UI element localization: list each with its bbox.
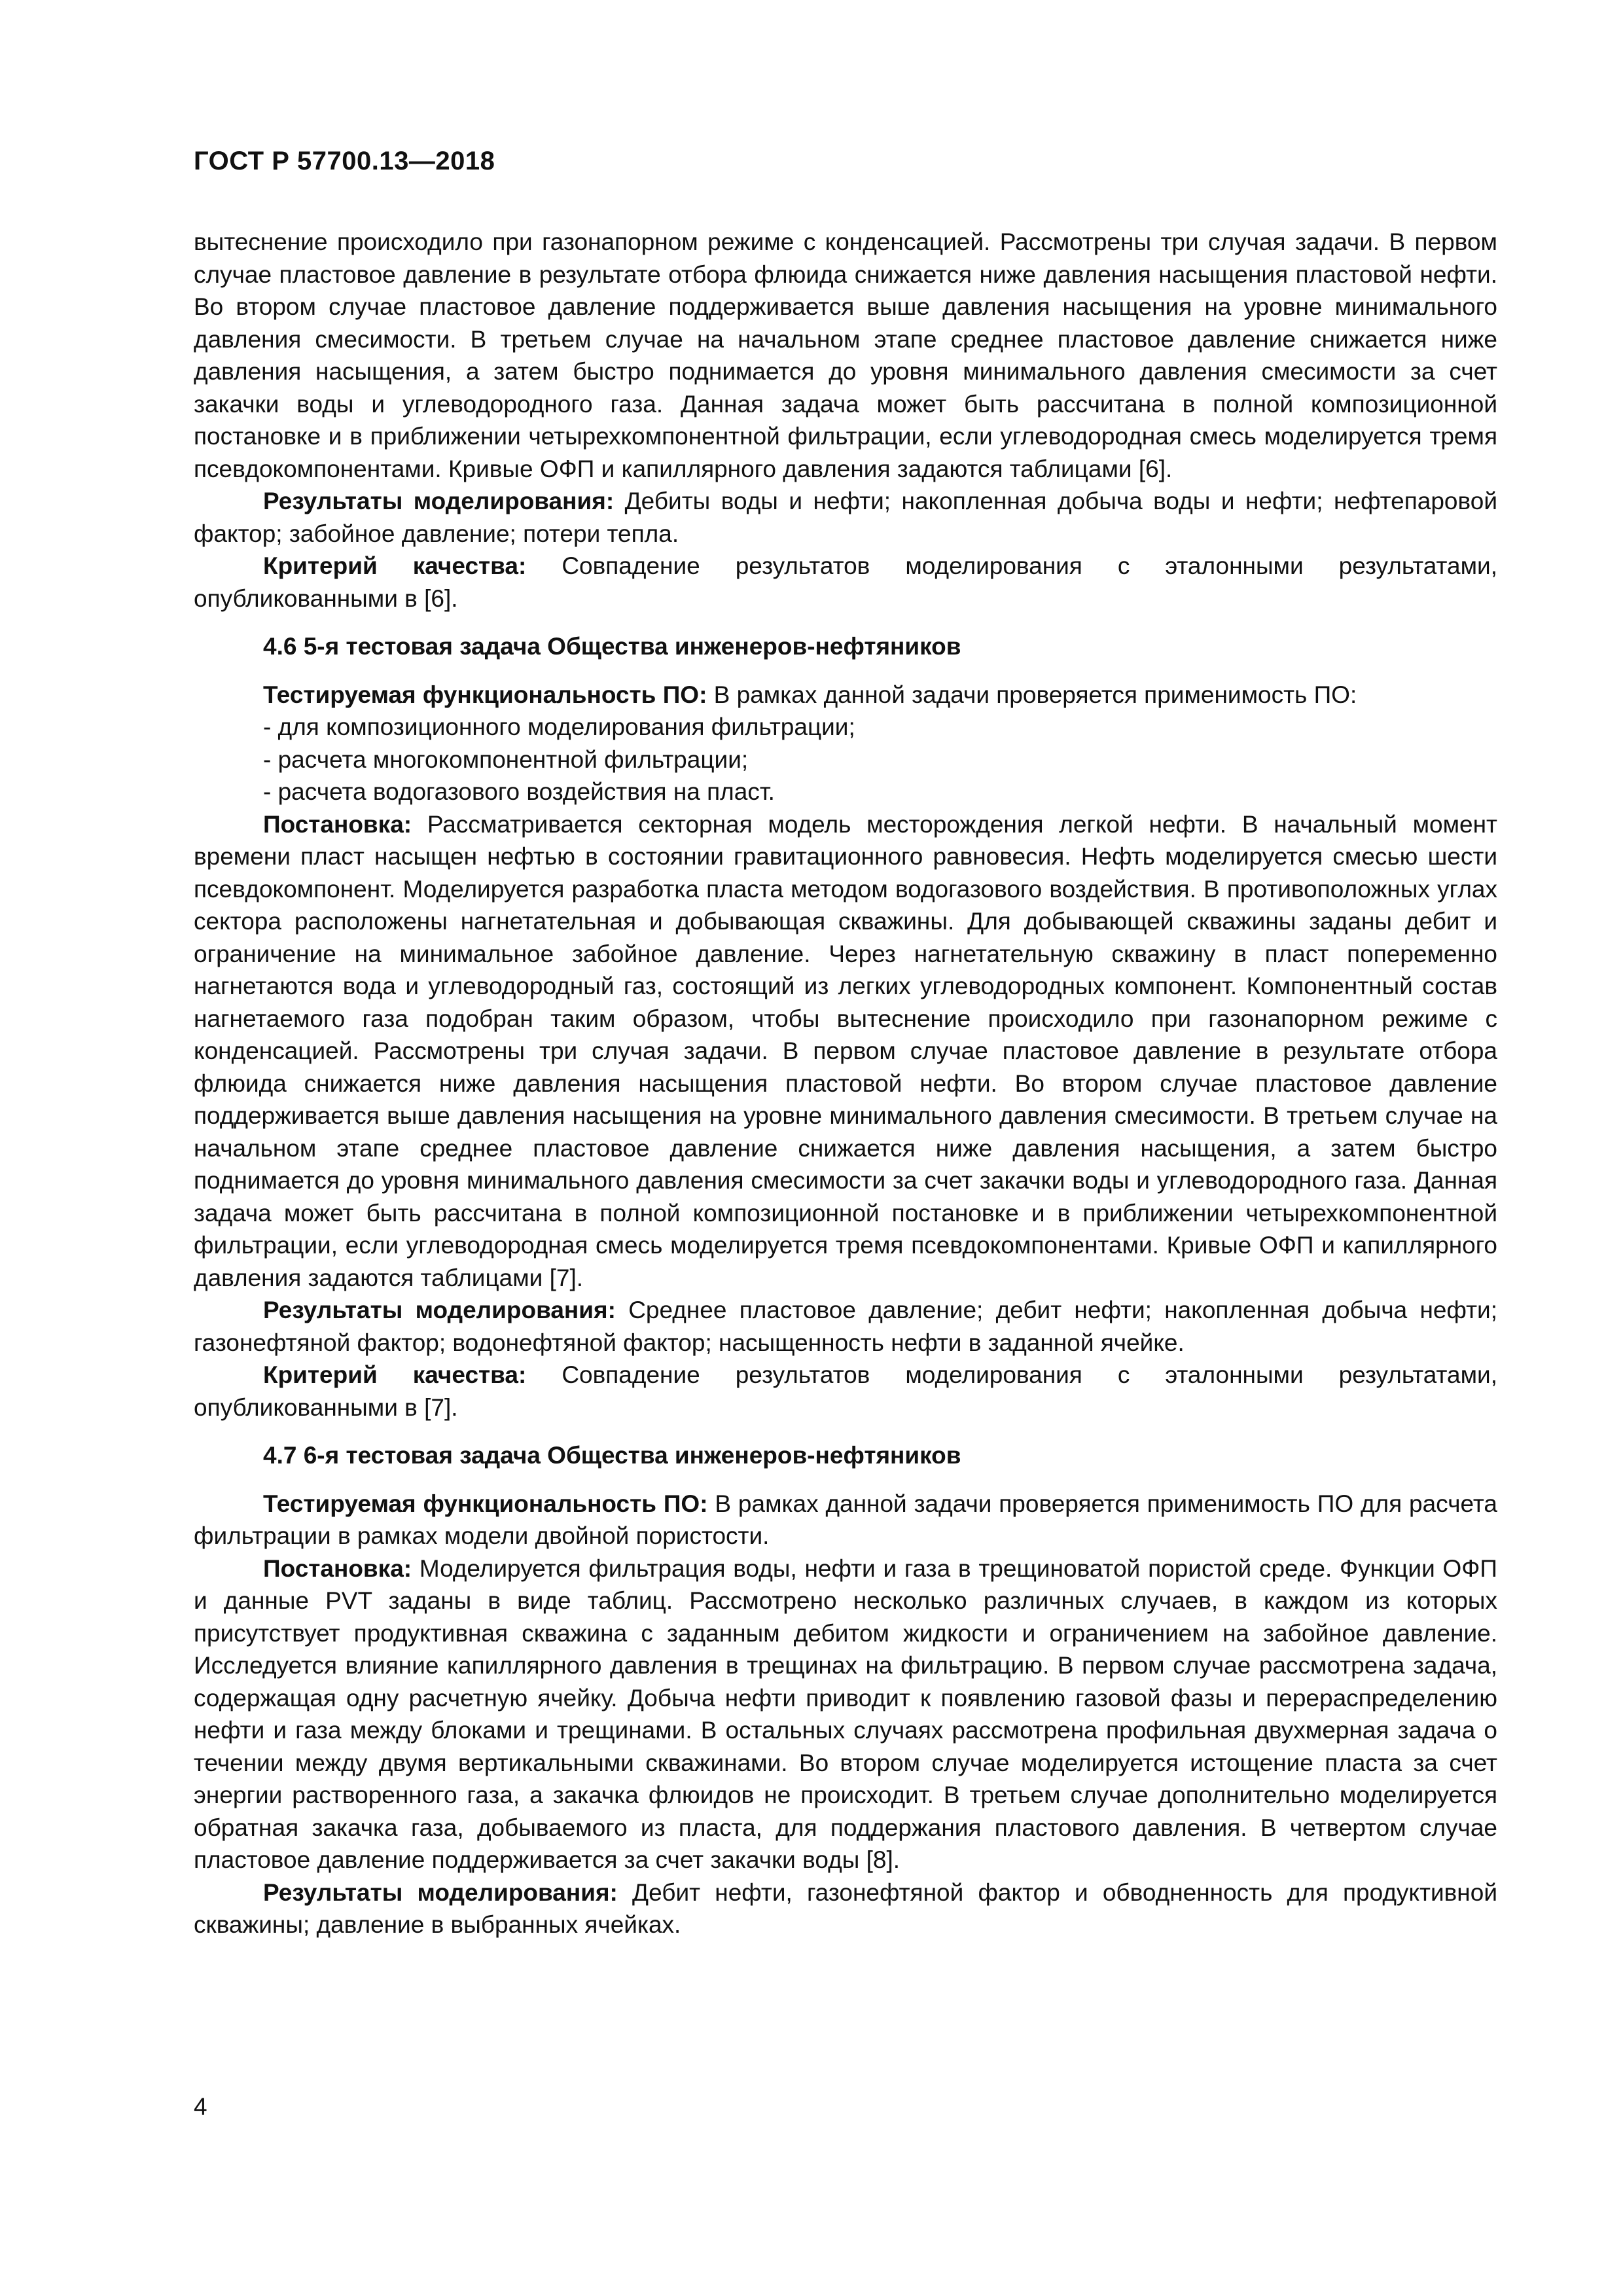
paragraph-setup	[194, 1552, 1497, 1876]
setup-text: Моделируется фильтрация воды, нефти и газа в трещиноватой пористой среде. Функции ОФП и данные PVT заданы в виде таблиц. Рассмотрено несколько различных случаев, в каждом из которых присутствует продуктивная скважина с заданным дебитом жидкости и ограничением на забойное давление. Исследуется влияние капиллярного давления в трещинах на фильтрацию. В первом случае рассмотрена задача, содержащая одну расчетную ячейку. Добыча нефти приводит к появлению газовой фазы и перераспределению нефти и газа между блоками и трещинами. В остальных случаях рассмотрена профильная двухмерная задача о течении между двумя вертикальными скважинами. Во втором случае моделируется истощение пласта за счет энергии растворенного газа, а закачка флюидов не происходит. В третьем случае дополнительно моделируется обратная закачка газа, добываемого из пласта, для поддержания пластового давления. В четвертом случае пластовое давление поддерживается за счет закачки воды [8].	[194, 1554, 1497, 1873]
results-text: Среднее пластовое давление; дебит нефти; накопленная добыча нефти; газонефтяной фактор; водонефтяной фактор; насыщенность нефти в заданной ячейке.	[194, 1297, 1497, 1356]
setup-label: Постановка:	[263, 1554, 412, 1582]
paragraph-functionality	[194, 679, 1497, 711]
criterion-text: Совпадение результатов моделирования с эталонными результатами, опубликованными в [7].	[194, 1361, 1497, 1421]
paragraph-functionality	[194, 1488, 1497, 1552]
functionality-text: В рамках данной задачи проверяется применимость ПО для расчета фильтрации в рамках модели двойной пористости.	[194, 1490, 1497, 1549]
results-label: Результаты моделирования:	[263, 488, 615, 514]
paragraph-criterion	[194, 1359, 1497, 1424]
paragraph-results	[194, 485, 1497, 550]
results-label: Результаты моделирования:	[263, 1878, 618, 1906]
list-item: - расчета водогазового воздействия на пласт.	[263, 778, 775, 805]
document-body	[194, 226, 1497, 1941]
setup-label: Постановка:	[263, 810, 412, 838]
page-number: 4	[194, 2093, 207, 2120]
list-item: - для композиционного моделирования фильтрации;	[263, 713, 855, 740]
section-heading-4-6: 4.6 5-я тестовая задача Общества инженеров-нефтяников	[263, 633, 961, 660]
criterion-label: Критерий качества:	[263, 1361, 527, 1388]
paragraph-criterion	[194, 550, 1497, 615]
functionality-label: Тестируемая функциональность ПО:	[263, 1490, 708, 1517]
results-text: Дебит нефти, газонефтяной фактор и обводненность для продуктивной скважины; давление в выбранных ячейках.	[194, 1878, 1497, 1938]
list-item: - расчета многокомпонентной фильтрации;	[263, 745, 749, 773]
document-header: ГОСТ Р 57700.13—2018	[194, 147, 495, 175]
results-label: Результаты моделирования:	[263, 1297, 616, 1323]
functionality-text: В рамках данной задачи проверяется применимость ПО:	[707, 681, 1357, 708]
functionality-label: Тестируемая функциональность ПО:	[263, 681, 707, 708]
paragraph-setup	[194, 808, 1497, 1295]
criterion-label: Критерий качества:	[263, 552, 527, 579]
results-text: Дебиты воды и нефти; накопленная добыча воды и нефти; нефтепаровой фактор; забойное давление; потери тепла.	[194, 488, 1497, 547]
paragraph-results	[194, 1876, 1497, 1941]
setup-text: Рассматривается секторная модель месторождения легкой нефти. В начальный момент времени пласт насыщен нефтью в состоянии гравитационного равновесия. Нефть моделируется смесью шести псевдокомпонент. Моделируется разработка пласта методом водогазового воздействия. В противоположных углах сектора расположены нагнетательная и добывающая скважины. Для добывающей скважины заданы дебит и ограничение на минимальное забойное давление. Через нагнетательную скважину в пласт попеременно нагнетаются вода и углеводородный газ, состоящий из легких углеводородных компонент. Компонентный состав нагнетаемого газа подобран таким образом, чтобы вытеснение происходило при газонапорном режиме с конденсацией. Рассмотрены три случая задачи. В первом случае пластовое давление в результате отбора флюида снижается ниже давления насыщения пластовой нефти. Во втором случае пластовое давление поддерживается выше давления насыщения на уровне минимального давления смесимости. В третьем случае на начальном этапе среднее пластовое давление снижается ниже давления насыщения, а затем быстро поднимается до уровня минимального давления смесимости за счет закачки воды и углеводородного газа. Данная задача может быть рассчитана в полной композиционной постановке и в приближении четырехкомпонентной фильтрации, если углеводородная смесь моделируется тремя псевдокомпонентами. Кривые ОФП и капиллярного давления задаются таблицами [7].	[194, 810, 1497, 1291]
paragraph-continuation: вытеснение происходило при газонапорном режиме с конденсацией. Рассмотрены три случая задачи. В первом случае пластовое давление в результате отбора флюида снижается ниже давления насыщения пластовой нефти. Во втором случае пластовое давление поддерживается выше давления насыщения на уровне минимального давления смесимости. В третьем случае на начальном этапе среднее пластовое давление снижается ниже давления насыщения, а затем быстро поднимается до уровня минимального давления смесимости за счет закачки воды и углеводородного газа. Данная задача может быть рассчитана в полной композиционной постановке и в приближении четырехкомпонентной фильтрации, если углеводородная смесь моделируется тремя псевдокомпонентами. Кривые ОФП и капиллярного давления задаются таблицами [6].	[194, 228, 1497, 482]
paragraph-results	[194, 1294, 1497, 1359]
section-heading-4-7: 4.7 6-я тестовая задача Общества инженеров-нефтяников	[263, 1442, 961, 1469]
criterion-text: Совпадение результатов моделирования с эталонными результатами, опубликованными в [6].	[194, 552, 1497, 612]
